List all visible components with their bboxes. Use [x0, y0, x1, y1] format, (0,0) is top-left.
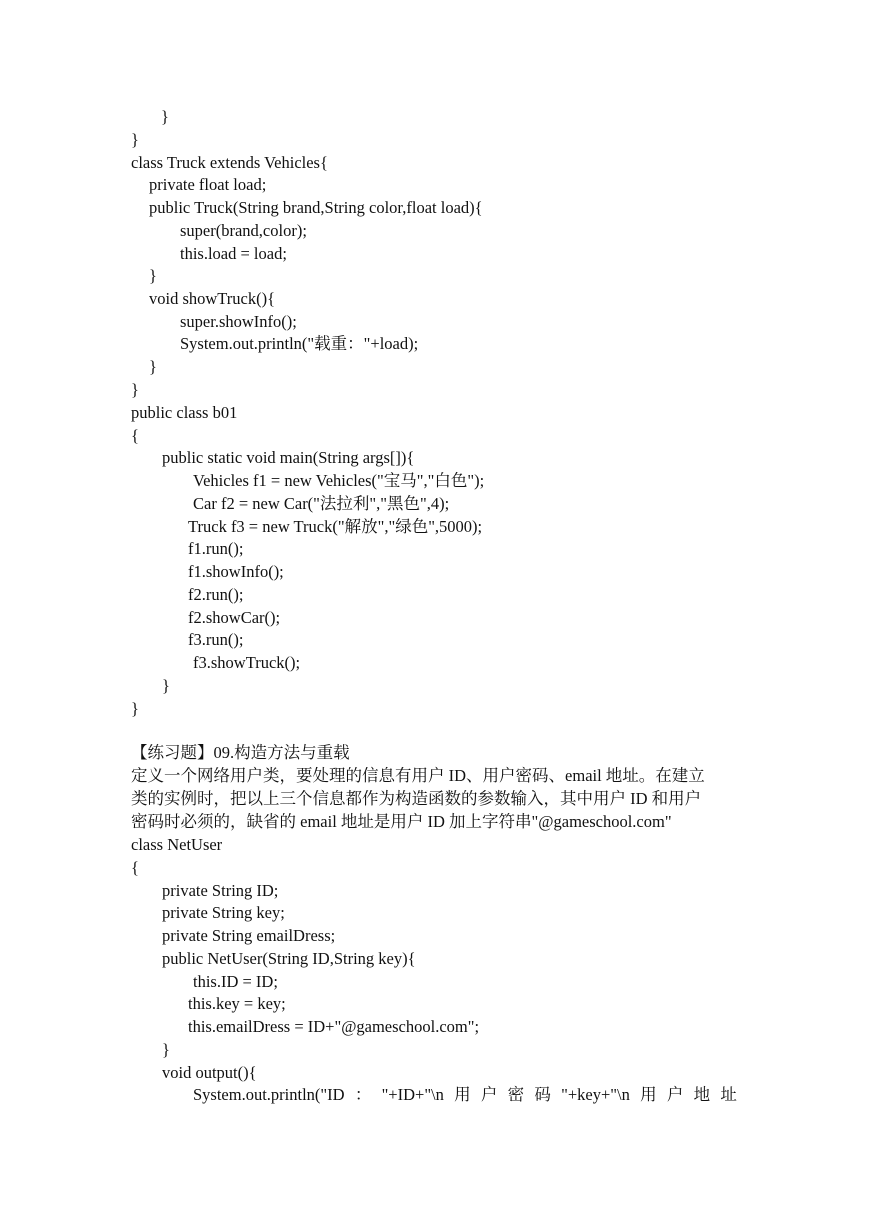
- code-line: this.key = key;: [188, 994, 286, 1013]
- code-fragment: "+ID+"\n: [381, 1085, 444, 1104]
- code-fragment: 址: [720, 1085, 737, 1104]
- code-line: f2.run();: [188, 585, 244, 604]
- code-fragment: "+key+"\n: [561, 1085, 630, 1104]
- code-line: f2.showCar();: [188, 608, 281, 627]
- code-line: this.load = load;: [180, 244, 287, 263]
- code-line: super(brand,color);: [180, 221, 307, 240]
- code-fragment: 户: [480, 1085, 498, 1104]
- code-line: private String ID;: [162, 881, 279, 900]
- code-line: class Truck extends Vehicles{: [131, 153, 328, 172]
- code-fragment: 户: [666, 1085, 684, 1104]
- code-line: }: [131, 699, 139, 718]
- code-line: class NetUser: [131, 835, 223, 854]
- code-line: }: [162, 1040, 170, 1059]
- code-line: this.emailDress = ID+"@gameschool.com";: [188, 1017, 480, 1036]
- code-line: Vehicles f1 = new Vehicles("宝马","白色");: [193, 471, 485, 490]
- code-line: }: [131, 380, 139, 399]
- code-line: this.ID = ID;: [193, 972, 278, 991]
- code-line: {: [131, 426, 139, 445]
- code-line: public Truck(String brand,String color,float load){: [149, 198, 483, 217]
- code-line: }: [162, 676, 170, 695]
- code-line: {: [131, 858, 139, 877]
- code-line: public class b01: [131, 403, 238, 422]
- description-line: 类的实例时，把以上三个信息都作为构造函数的参数输入，其中用户 ID 和用户: [131, 789, 702, 808]
- code-fragment: 码: [534, 1085, 551, 1104]
- code-line: Car f2 = new Car("法拉利","黑色",4);: [193, 494, 450, 513]
- code-fragment: 地: [693, 1085, 711, 1104]
- code-line: f3.run();: [188, 630, 244, 649]
- code-line: void showTruck(){: [149, 289, 276, 308]
- description-line: 定义一个网络用户类，要处理的信息有用户 ID、用户密码、email 地址。在建立: [131, 766, 705, 785]
- code-line: System.out.println("载重："+load);: [180, 334, 419, 353]
- code-line: f3.showTruck();: [193, 653, 301, 672]
- code-fragment: ：: [354, 1085, 372, 1104]
- code-line: void output(){: [162, 1063, 257, 1082]
- code-line: public static void main(String args[]){: [162, 448, 415, 467]
- code-line: public NetUser(String ID,String key){: [162, 949, 416, 968]
- code-line: }: [149, 266, 157, 285]
- code-line: }: [131, 130, 139, 149]
- code-line: Truck f3 = new Truck("解放","绿色",5000);: [188, 517, 483, 536]
- code-fragment: System.out.println("ID: [193, 1085, 345, 1104]
- code-line-justified: [193, 1084, 737, 1106]
- code-fragment: 用: [640, 1085, 657, 1104]
- code-fragment: 密: [507, 1085, 525, 1104]
- code-line: private String key;: [162, 903, 285, 922]
- code-line: private float load;: [149, 175, 267, 194]
- description-line: 密码时必须的，缺省的 email 地址是用户 ID 加上字符串"@gameschool.com": [131, 812, 672, 831]
- code-line: super.showInfo();: [180, 312, 297, 331]
- code-line: private String emailDress;: [162, 926, 336, 945]
- code-fragment: 用: [454, 1085, 471, 1104]
- code-line: f1.run();: [188, 539, 244, 558]
- code-line: }: [161, 107, 169, 126]
- code-line: f1.showInfo();: [188, 562, 284, 581]
- code-line: }: [149, 357, 157, 376]
- exercise-title: 【练习题】09.构造方法与重载: [131, 743, 350, 762]
